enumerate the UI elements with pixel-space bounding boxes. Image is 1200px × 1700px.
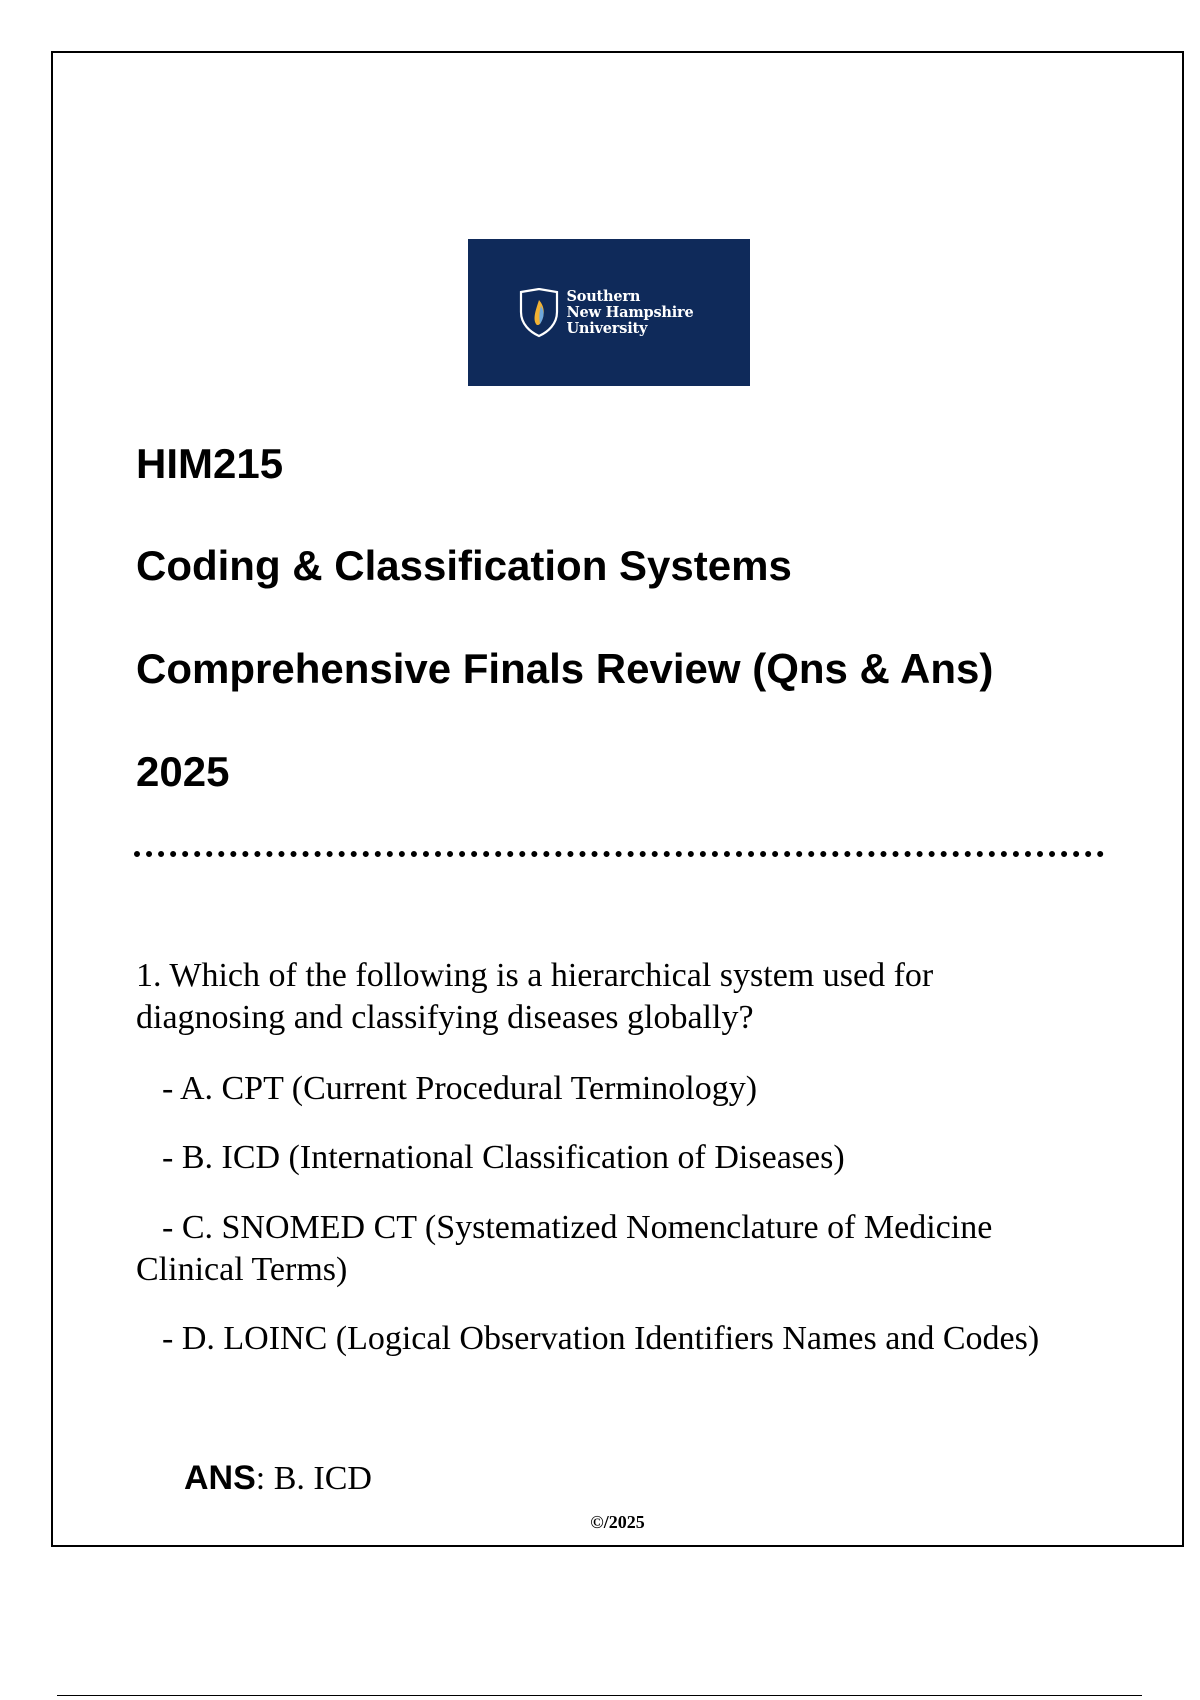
copyright-footer: ©/2025	[590, 1512, 645, 1532]
answer-line	[184, 1457, 372, 1500]
logo-line-2: New Hampshire	[566, 303, 694, 321]
logo-line-3: University	[566, 319, 648, 337]
bottom-divider	[57, 1695, 1142, 1696]
document-title: Comprehensive Finals Review (Qns & Ans)	[136, 645, 994, 692]
university-logo	[468, 239, 750, 386]
logo-wordmark	[566, 289, 693, 337]
question-line-1: 1. Which of the following is a hierarchical system used for	[136, 957, 934, 994]
course-title: Coding & Classification Systems	[136, 542, 792, 589]
dotted-divider	[134, 851, 1104, 857]
option-c-line-1: - C. SNOMED CT (Systematized Nomenclature of Medicine	[162, 1209, 993, 1246]
logo-line-1: Southern	[566, 287, 641, 305]
shield-flame-icon	[518, 288, 560, 338]
option-d: - D. LOINC (Logical Observation Identifiers Names and Codes)	[162, 1320, 1040, 1357]
document-year: 2025	[136, 748, 230, 795]
option-c-line-2: Clinical Terms)	[136, 1251, 348, 1288]
option-a: - A. CPT (Current Procedural Terminology)	[162, 1070, 758, 1107]
answer-label: ANS	[184, 1459, 256, 1497]
course-code: HIM215	[136, 440, 284, 487]
question-line-2: diagnosing and classifying diseases globally?	[136, 999, 754, 1036]
option-b: - B. ICD (International Classification of Diseases)	[162, 1139, 845, 1176]
answer-value: B. ICD	[273, 1460, 372, 1497]
answer-separator: :	[255, 1460, 274, 1497]
